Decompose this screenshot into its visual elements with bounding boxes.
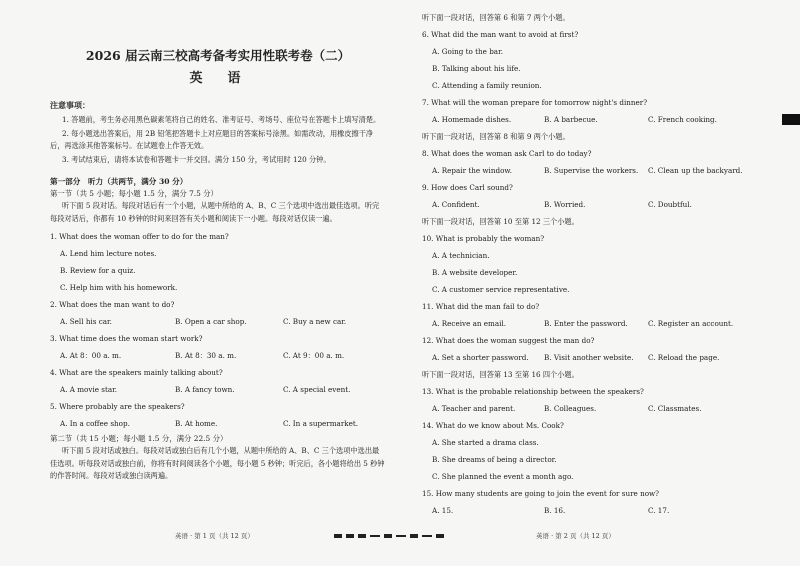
option-b: B. She dreams of being a director. xyxy=(432,455,557,464)
question-7 xyxy=(422,97,760,125)
question-12 xyxy=(422,335,760,363)
notice-item-1: 1. 答题前，考生务必用黑色碳素笔将自己的姓名、准考证号、考场号、座位号在答题卡上填写清楚。 xyxy=(62,115,381,124)
option-c: C. Attending a family reunion. xyxy=(432,81,542,90)
notice-item-2: 2. 每小题选出答案后，用 2B 铅笔把答题卡上对应题目的答案标号涂黑。如需改动，用橡皮擦干净后，再选涂其他答案标号。在试题卷上作答无效。 xyxy=(50,128,374,150)
question-11 xyxy=(422,301,760,329)
option-a: A. At 8：00 a. m. xyxy=(60,351,122,360)
option-b: B. A barbecue. xyxy=(544,115,598,124)
bar-mark xyxy=(422,535,432,537)
option-c: C. She planned the event a month ago. xyxy=(432,472,574,481)
option-c: C. Buy a new car. xyxy=(283,317,347,326)
question-14 xyxy=(422,420,760,482)
notice-heading: 注意事项： xyxy=(50,100,90,110)
option-c: C. Classmates. xyxy=(648,404,702,413)
option-a: A. Teacher and parent. xyxy=(432,404,516,413)
bar-mark xyxy=(436,534,444,538)
option-a: A. In a coffee shop. xyxy=(60,419,130,428)
option-b: B. Enter the password. xyxy=(544,319,628,328)
option-c: C. At 9：00 a. m. xyxy=(283,351,345,360)
question-text: 10. What is probably the woman? xyxy=(422,234,545,243)
option-a: A. She started a drama class. xyxy=(432,438,539,447)
option-c: C. A special event. xyxy=(283,385,351,394)
bar-mark xyxy=(396,535,406,537)
question-text: 14. What do we know about Ms. Cook? xyxy=(422,421,564,430)
option-a: A. Set a shorter password. xyxy=(432,353,529,362)
bar-mark xyxy=(334,534,342,538)
question-text: 4. What are the speakers mainly talking about? xyxy=(50,368,223,377)
listen-instruction-10-12: 听下面一段对话，回答第 10 至第 12 三个小题。 xyxy=(422,217,579,226)
option-b: B. Visit another website. xyxy=(544,353,634,362)
bar-mark xyxy=(346,534,354,538)
option-c: C. In a supermarket. xyxy=(283,419,359,428)
question-4 xyxy=(50,367,386,395)
bar-mark xyxy=(384,534,392,538)
option-b: B. Worried. xyxy=(544,200,586,209)
option-b: B. Review for a quiz. xyxy=(60,266,136,275)
option-a: A. Going to the bar. xyxy=(432,47,504,56)
option-c: C. French cooking. xyxy=(648,115,717,124)
question-text: 9. How does Carl sound? xyxy=(422,183,513,192)
option-a: A. 15. xyxy=(432,506,454,515)
question-13 xyxy=(422,386,760,414)
listen-instruction-13-16: 听下面一段对话，回答第 13 至第 16 四个小题。 xyxy=(422,370,579,379)
question-text: 3. What time does the woman start work? xyxy=(50,334,203,343)
option-a: A. A technician. xyxy=(432,251,490,260)
question-3 xyxy=(50,333,386,361)
option-a: A. A movie star. xyxy=(60,385,118,394)
page-footer-left: 英语 · 第 1 页（共 12 页） xyxy=(175,532,254,540)
option-c: C. Reload the page. xyxy=(648,353,720,362)
question-text: 12. What does the woman suggest the man do? xyxy=(422,336,595,345)
option-a: A. Repair the window. xyxy=(432,166,512,175)
option-b: B. Colleagues. xyxy=(544,404,597,413)
option-c: C. Register an account. xyxy=(648,319,734,328)
part1-heading: 第一部分 听力（共两节，满分 30 分） xyxy=(50,177,188,186)
exam-title: 2026 届云南三校高考备考实用性联考卷（二） xyxy=(85,48,351,63)
option-b: B. A website developer. xyxy=(432,268,518,277)
question-text: 1. What does the woman offer to do for the man? xyxy=(50,232,229,241)
section1-heading: 第一节（共 5 小题；每小题 1.5 分，满分 7.5 分） xyxy=(50,189,218,198)
bar-mark xyxy=(370,535,380,537)
option-b: B. 16. xyxy=(544,506,566,515)
section2-instructions: 听下面 5 段对话或独白。每段对话或独白后有几个小题，从题中所给的 A、B、C 三个选项中选出最佳选项。听每段对话或独白前，你将有时间阅读各个小题，每小题 5 秒钟；听完后，各小题将给出 5 秒钟的作答时间。每段对话或独白读两遍。 xyxy=(50,446,385,480)
question-text: 6. What did the man want to avoid at first? xyxy=(422,30,579,39)
option-b: B. At home. xyxy=(175,419,218,428)
listen-instruction-6-7: 听下面一段对话，回答第 6 和第 7 两个小题。 xyxy=(422,13,570,22)
question-text: 5. Where probably are the speakers? xyxy=(50,402,185,411)
question-2 xyxy=(50,299,386,327)
section1-instructions: 听下面 5 段对话。每段对话后有一个小题，从题中所给的 A、B、C 三个选项中选出最佳选项。听完每段对话后，你都有 10 秒钟的时间来回答有关小题和阅读下一小题。每段对话仅读一遍。 xyxy=(50,201,380,223)
option-a: A. Confident. xyxy=(432,200,480,209)
question-6 xyxy=(422,29,760,91)
edge-alignment-mark xyxy=(782,114,800,125)
bar-mark xyxy=(410,534,418,538)
question-1 xyxy=(50,231,386,293)
question-5 xyxy=(50,401,386,429)
question-text: 15. How many students are going to join the event for sure now? xyxy=(422,489,660,498)
option-b: B. A fancy town. xyxy=(175,385,235,394)
option-c: C. 17. xyxy=(648,506,670,515)
option-a: A. Receive an email. xyxy=(432,319,507,328)
option-a: A. Lend him lecture notes. xyxy=(60,249,157,258)
question-text: 11. What did the man fail to do? xyxy=(422,302,540,311)
option-c: C. Clean up the backyard. xyxy=(648,166,743,175)
page-footer-right: 英语 · 第 2 页（共 12 页） xyxy=(536,532,615,540)
question-text: 2. What does the man want to do? xyxy=(50,300,175,309)
listen-instruction-8-9: 听下面一段对话，回答第 8 和第 9 两个小题。 xyxy=(422,132,570,141)
scan-bar-marks xyxy=(334,534,444,538)
bar-mark xyxy=(358,534,366,538)
option-b: B. Open a car shop. xyxy=(175,317,247,326)
question-8 xyxy=(422,148,760,176)
option-a: A. Homemade dishes. xyxy=(432,115,512,124)
option-c: C. A customer service representative. xyxy=(432,285,570,294)
option-b: B. Supervise the workers. xyxy=(544,166,639,175)
right-page xyxy=(400,0,800,566)
option-a: A. Sell his car. xyxy=(60,317,112,326)
option-c: C. Help him with his homework. xyxy=(60,283,178,292)
exam-subject: 英 语 xyxy=(189,71,247,86)
question-text: 7. What will the woman prepare for tomorrow night's dinner? xyxy=(422,98,648,107)
notice-item-3: 3. 考试结束后，请将本试卷和答题卡一并交回。满分 150 分，考试用时 120 分钟。 xyxy=(62,154,331,164)
option-c: C. Doubtful. xyxy=(648,200,692,209)
option-b: B. Talking about his life. xyxy=(432,64,521,73)
option-b: B. At 8：30 a. m. xyxy=(175,351,237,360)
question-15 xyxy=(422,488,760,516)
question-text: 13. What is the probable relationship between the speakers? xyxy=(422,387,644,396)
question-10 xyxy=(422,233,760,295)
question-text: 8. What does the woman ask Carl to do today? xyxy=(422,149,592,158)
section2-heading: 第二节（共 15 小题；每小题 1.5 分，满分 22.5 分） xyxy=(50,434,228,443)
question-9 xyxy=(422,182,760,210)
